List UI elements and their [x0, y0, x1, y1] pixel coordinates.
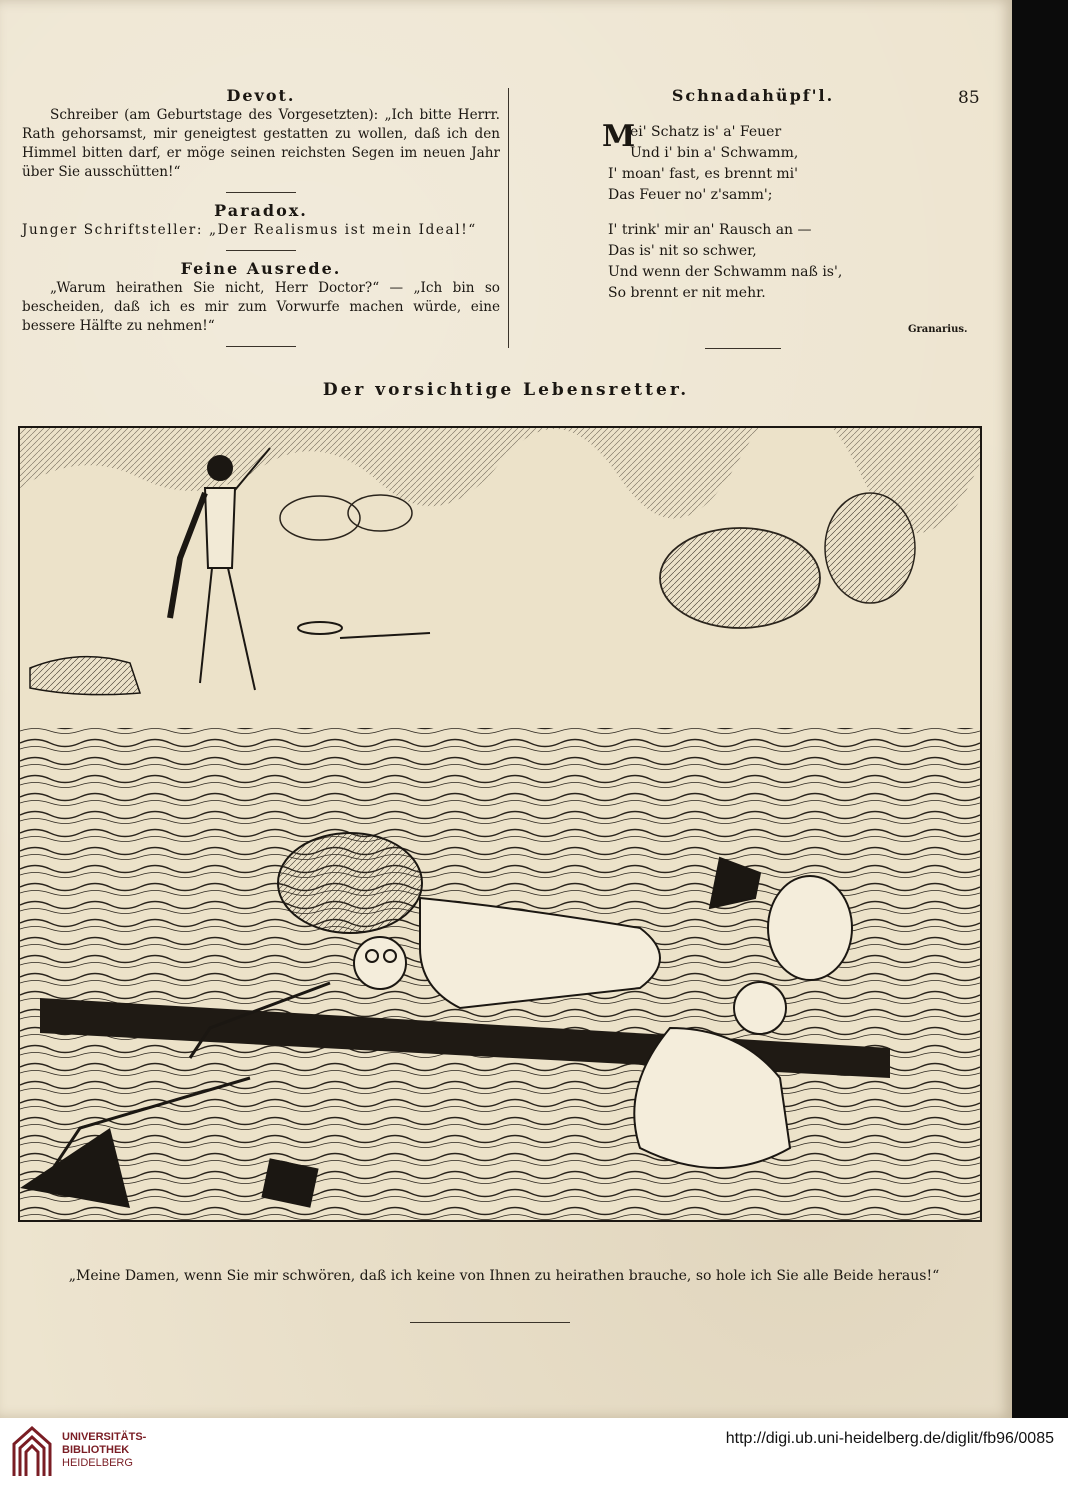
poem [608, 122, 908, 304]
left-column [22, 86, 500, 355]
page-url-link[interactable]: http://digi.ub.uni-heidelberg.de/diglit/fb96/0085 [725, 1430, 1054, 1447]
heading-schnadahuepfl: Schnadahüpf'l. [671, 86, 835, 105]
divider-rule [705, 348, 781, 349]
library-name[interactable] [62, 1431, 146, 1470]
divider-rule [410, 1322, 570, 1323]
divider-rule [226, 192, 296, 193]
bush [825, 493, 915, 603]
signature: Granarius. [908, 324, 968, 335]
text-devot: Schreiber (am Geburtstage des Vorgesetzten): „Ich bitte Herrr. Rath gehorsamst, mir geneigtest gestatten zu wollen, daß ich den Himmel bitten darf, er möge seinen reichsten Segen im neuen Jahr über Sie ausschütten!“ [22, 107, 500, 180]
page-number: 85 [958, 88, 980, 108]
library-logo-icon[interactable] [10, 1426, 54, 1478]
divider-rule [226, 346, 296, 347]
cartoon-title: Der vorsichtige Lebensretter. [322, 380, 690, 400]
heading-devot: Devot. [226, 86, 296, 105]
poem-line: I' moan' fast, es brennt mi' [608, 166, 799, 182]
cartoon-illustration [18, 426, 982, 1222]
dropcap: M [602, 119, 636, 154]
library-line: BIBLIOTHEK [62, 1444, 130, 1456]
poem-line: I' trink' mir an' Rausch an — [608, 222, 812, 238]
pile-of-clothes [30, 657, 140, 695]
heading-feine-ausrede: Feine Ausrede. [180, 259, 342, 278]
large-rock [660, 528, 820, 628]
poem-line: Und i' bin a' Schwamm, [630, 145, 799, 161]
poem-line: So brennt er nit mehr. [608, 285, 766, 301]
cartoon-caption: „Meine Damen, wenn Sie mir schwören, daß ich keine von Ihnen zu heirathen brauche, so hole ich Sie alle Beide heraus!“ [68, 1268, 940, 1284]
right-column [518, 86, 988, 301]
divider-rule [226, 250, 296, 251]
library-line: UNIVERSITÄTS- [62, 1431, 147, 1443]
poem-line: ei' Schatz is' a' Feuer [630, 124, 782, 140]
poem-line: Und wenn der Schwamm naß is', [608, 264, 843, 280]
column-divider [508, 88, 509, 348]
text-feine-ausrede: „Warum heirathen Sie nicht, Herr Doctor?“ — „Ich bin so bescheiden, daß ich es mir zum Vorwurfe machen würde, eine bessere Hälfte zu nehmen!“ [22, 280, 500, 334]
text-paradox: Junger Schriftsteller: „Der Realismus ist mein Ideal!“ [22, 222, 477, 238]
page-edge [1012, 0, 1068, 1418]
cartoon-drawing [20, 428, 980, 1220]
heading-paradox: Paradox. [214, 201, 308, 220]
poem-line: Das Feuer no' z'samm'; [608, 187, 773, 203]
library-line: HEIDELBERG [62, 1457, 133, 1469]
poem-line: Das is' nit so schwer, [608, 243, 757, 259]
